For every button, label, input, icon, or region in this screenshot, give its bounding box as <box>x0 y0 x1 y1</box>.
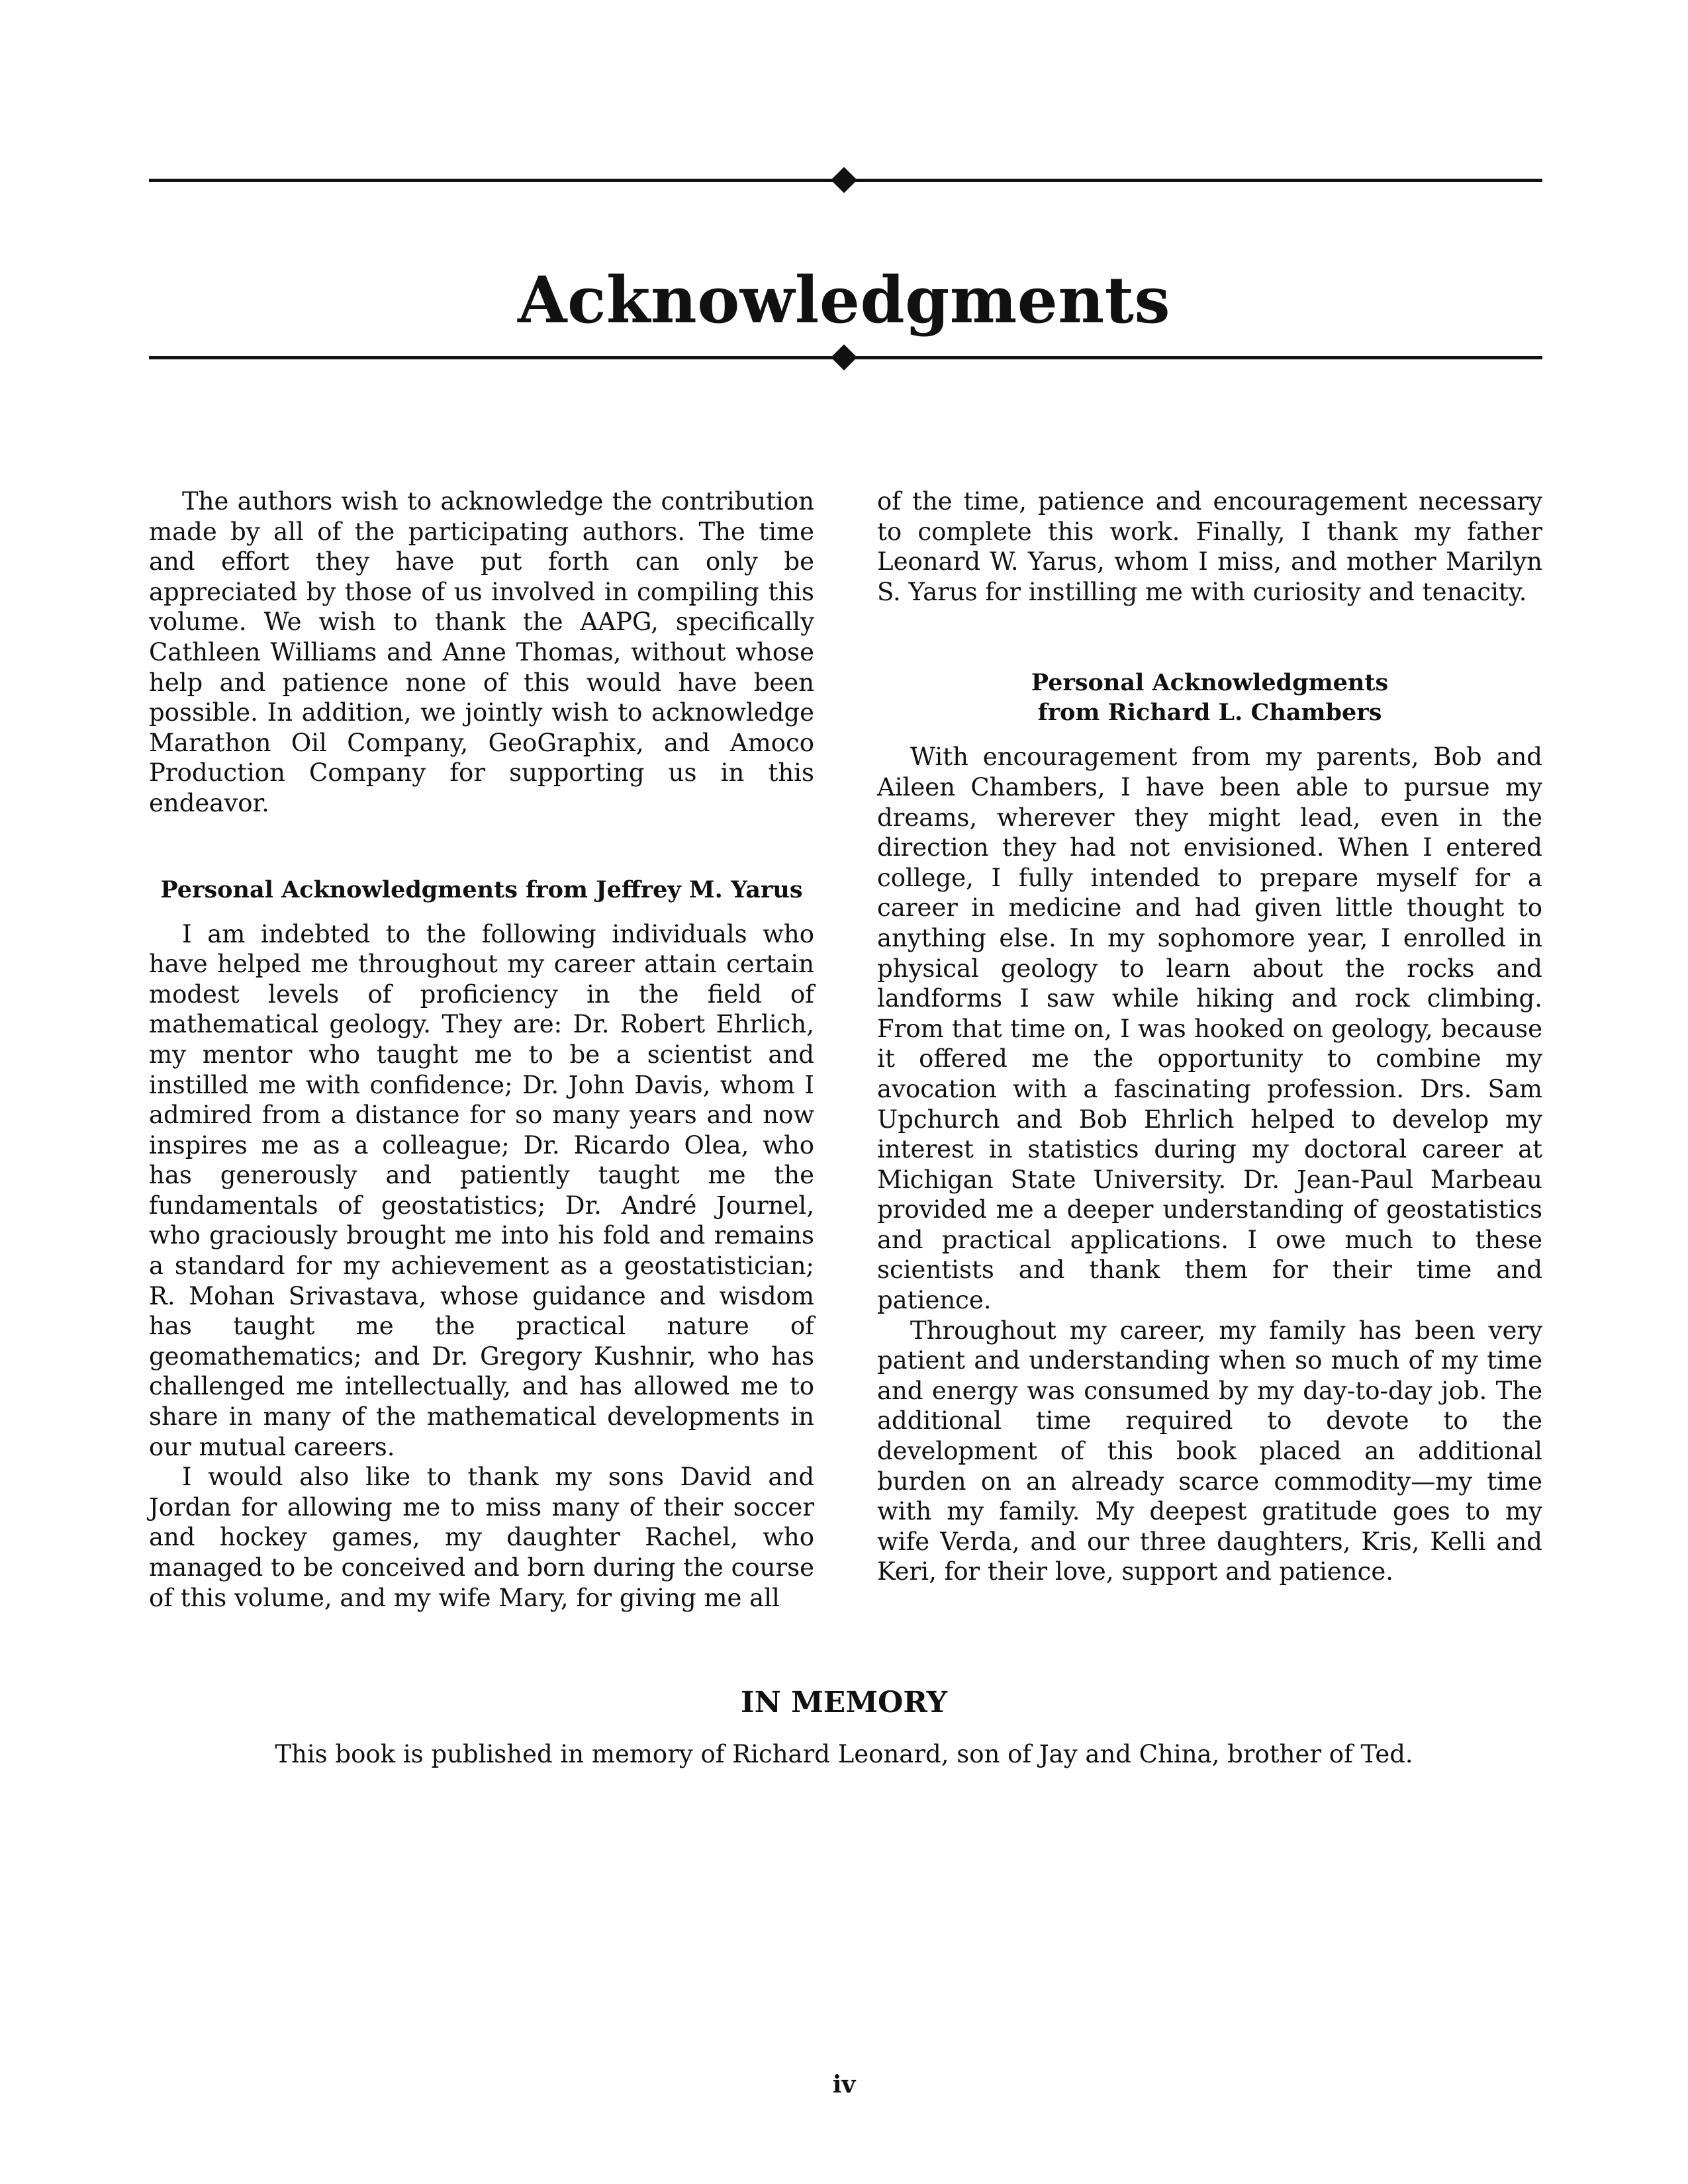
chambers-section-heading <box>877 668 1542 727</box>
yarus-paragraph-continuation: of the time, patience and encouragement necessary to complete this work. Finally, I thank my father Leonard W. Yarus, whom I miss, and mother Marilyn S. Yarus for instilling me with curiosity and tenacity. <box>877 487 1542 606</box>
chambers-paragraph-2: Throughout my career, my family has been very patient and understanding when so much of my time and energy was consumed by my day-to-day job. The additional time required to devote to the development of this book placed an additional burden on an already scarce commodity—my time with my family. My deepest gratitude goes to my wife Verda, and our three daughters, Kris, Kelli and Keri, for their love, support and patience. <box>877 1316 1542 1586</box>
chambers-paragraph-1: With encouragement from my parents, Bob and Aileen Chambers, I have been able to pursue my dreams, wherever they might lead, even in the direction they had not envisioned. When I entered college, I fully intended to prepare myself for a career in medicine and had given little thought to anything else. In my sophomore year, I enrolled in physical geology to learn about the rocks and landforms I saw while hiking and rock climbing. From that time on, I was hooked on geology, because it offered me the opportunity to combine my avocation with a fascinating profession. Drs. Sam Upchurch and Bob Ehrlich helped to develop my interest in statistics during my doctoral career at Michigan State University. Dr. Jean-Paul Marbeau provided me a deeper understanding of geostatistics and practical applications. I owe much to these scientists and thank them for their time and patience. <box>877 743 1542 1315</box>
intro-paragraph: The authors wish to acknowledge the contribution made by all of the participating authors. The time and effort they have put forth can only be appreciated by those of us involved in compiling this volume. We wish to thank the AAPG, specifically Cathleen Williams and Anne Thomas, without whose help and patience none of this would have been possible. In addition, we jointly wish to acknowledge Marathon Oil Company, GeoGraphix, and Amoco Production Company for supporting us in this endeavor. <box>149 487 814 817</box>
diamond-ornament-icon <box>831 167 857 193</box>
in-memory-text: This book is published in memory of Richard Leonard, son of Jay and China, brother of Ted. <box>275 1740 1413 1768</box>
yarus-section-heading: Personal Acknowledgments from Jeffrey M. Yarus <box>160 876 803 903</box>
page-title: Acknowledgments <box>517 263 1171 338</box>
page-number: iv <box>832 2071 856 2099</box>
left-column <box>149 486 814 1613</box>
yarus-paragraph-2: I would also like to thank my sons David and Jordan for allowing me to miss many of their soccer and hockey games, my daughter Rachel, who managed to be conceived and born during the course of this volume, and my wife Mary, for giving me all <box>149 1463 814 1612</box>
yarus-paragraph-1: I am indebted to the following individuals who have helped me throughout my career attain certain modest levels of proficiency in the field of mathematical geology. They are: Dr. Robert Ehrlich, my mentor who taught me to be a scientist and instilled me with confidence; Dr. John Davis, whom I admired from a distance for so many years and now inspires me as a colleague; Dr. Ricardo Olea, who has generously and patiently taught me the fundamentals of geostatistics; Dr. André Journel, who graciously brought me into his fold and remains a standard for my achievement as a geostatistician; R. Mohan Srivastava, whose guidance and wisdom has taught me the practical nature of geomathematics; and Dr. Gregory Kushnir, who has challenged me intellectually, and has allowed me to share in many of the mathematical developments in our mutual careers. <box>149 919 814 1461</box>
in-memory-heading: IN MEMORY <box>740 1686 948 1719</box>
chambers-heading-line-1: Personal Acknowledgments <box>1031 669 1389 697</box>
chambers-heading-line-2: from Richard L. Chambers <box>1037 699 1382 727</box>
right-column <box>877 486 1542 1587</box>
diamond-ornament-icon <box>831 344 857 371</box>
